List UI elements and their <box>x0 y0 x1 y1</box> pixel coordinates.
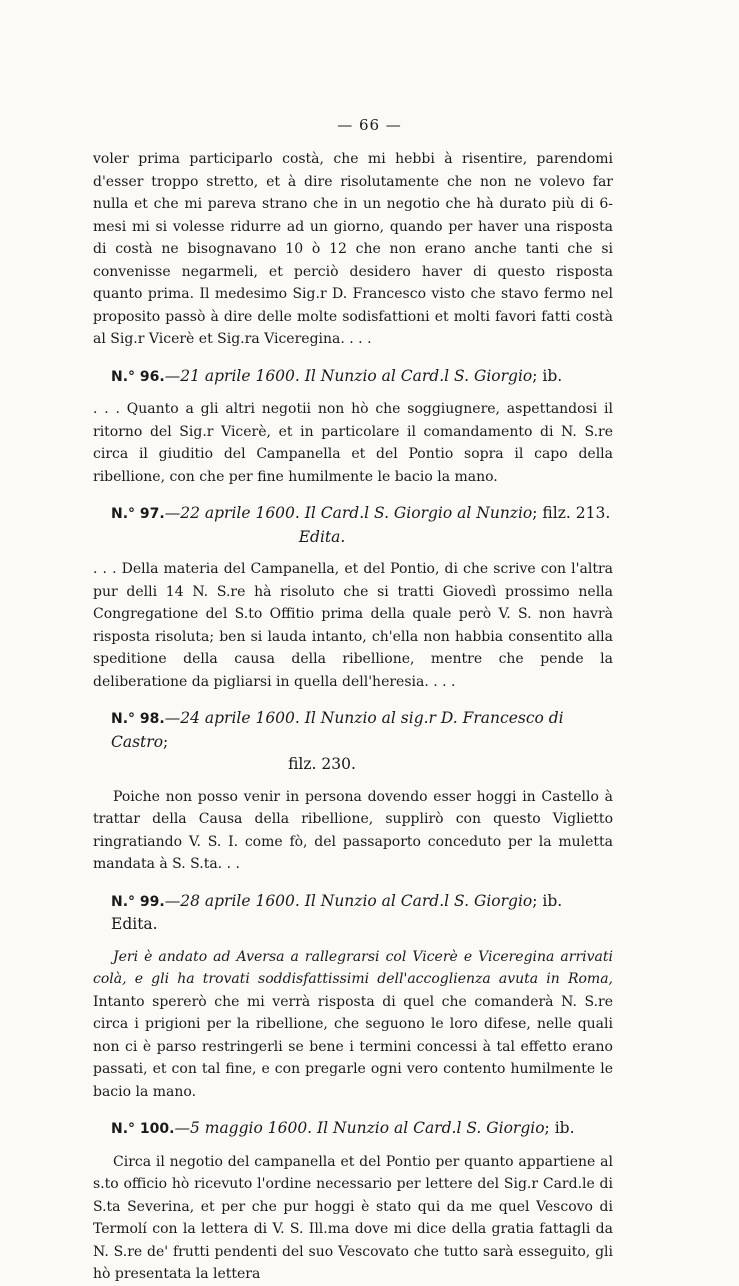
letter-title: —5 maggio 1600. Il Nunzio al Card.l S. Giorgio <box>174 1119 545 1137</box>
letter-text-continuation: Intanto spererò che mi verrà risposta di quel che comanderà N. S.re circa i prigioni per la ribellione, che seguono le loro difese, nelle quali non ci è parso restringerli se bene i termini concessi à tal effetto erano passati, et con tal fine, e con pregarle ogni vero contento humilmente le bacio la mano. <box>93 993 613 1100</box>
letter-title: —28 aprile 1600. Il Nunzio al Card.l S. Giorgio <box>164 891 533 910</box>
letter-title: —22 aprile 1600. Il Card.l S. Giorgio al Nunzio <box>164 504 533 522</box>
letter-text-100: Circa il negotio del campanella et del Pontio per quanto appartiene al s.to officio hò ricevuto l'ordine necessario per lettere del Sig.r Card.le di S.ta Severina, et per che pur hoggi è stato qui da me quel Vescovo di Termolí con la lettera di V. S. Ill.ma dove mi dice della gratia fattagli da N. S.re de' frutti pendenti del suo Vescovato che tutto sarà esseguito, gli hò presentata la lettera <box>93 1153 613 1282</box>
letter-heading-97 <box>93 502 613 548</box>
letter-source: ; ib. <box>532 366 563 385</box>
letter-number: N.° 97. <box>111 506 165 522</box>
letter-text-97: . . . Della materia del Campanella, et del Pontio, di che scrive con l'altra pur delli 14 N. S.re hà risoluto che si tratti Giovedì prossimo nella Congregatione del S.to Offitio prima della quale però V. S. non havrà risposta risoluta; ben si lauda intanto, ch'ella non habbia consentito alla speditione della causa della ribellione, mentre che pende la deliberatione da pigliarsi in quella dell'heresia. . . . <box>93 561 613 690</box>
letter-source: ; ib. Edita. <box>111 891 563 933</box>
letter-source: ; ib. <box>544 1119 575 1137</box>
letter-heading-100 <box>93 1117 613 1141</box>
italic-summary: Jeri è andato ad Aversa a rallegrarsi col Vicerè e Viceregina arrivati colà, e gli ha trovati soddisfattissimi dell'accoglienza avuta in Roma, <box>93 948 613 987</box>
letter-heading-98 <box>93 707 613 776</box>
letter-text-98: Poiche non posso venir in persona dovendo esser hoggi in Castello à trattar della Causa della ribellione, supplirò con questo Viglietto ringratiando V. S. I. come fò, del passaporto conceduto per la muletta mandata à S. S.ta. . . <box>93 788 613 872</box>
letter-heading-96 <box>93 365 613 389</box>
letter-text-99 <box>93 946 613 1104</box>
letter-number: N.° 96. <box>111 368 165 385</box>
letter-source: ; <box>163 732 169 751</box>
letter-number: N.° 99. <box>111 893 165 910</box>
letter-source-line: filz. 230. <box>288 755 356 773</box>
letter-title: —24 aprile 1600. Il Nunzio al sig.r D. Francesco di Castro <box>111 709 564 751</box>
letter-text-96: . . . Quanto a gli altri negotii non hò che soggiugnere, aspettandosi il ritorno del Sig.r Vicerè, et in particolare il comandamento di N. S.re circa il giuditio del Campanella et del Pontio sopra il capo della ribellione, con che per fine humilmente le bacio la mano. <box>93 401 613 485</box>
letter-number: N.° 98. <box>111 711 165 727</box>
page-number: — 66 — <box>337 116 402 134</box>
document-body <box>93 148 613 1286</box>
letter-number: N.° 100. <box>111 1121 175 1137</box>
paragraph-continuation: voler prima participarlo costà, che mi hebbi à risentire, parendomi d'esser troppo stretto, et à dire risolutamente che non ne volevo far nulla et che mi pareva strano che in un negotio che hà durato più di 6-mesi mi si volesse ridurre ad un giorno, quando per haver una risposta di costà ne bisognavano 10 ò 12 che non erano anche tanti che si convenisse negarmeli, et perciò desidero haver di questo risposta quanto prima. Il medesimo Sig.r D. Francesco visto che stavo fermo nel proposito passò à dire delle molte sodisfattioni et molti favori fatti costà al Sig.r Vicerè et Sig.ra Viceregina. . . . <box>93 151 613 347</box>
letter-source: ; filz. 213. <box>532 504 611 522</box>
letter-title: —21 aprile 1600. Il Nunzio al Card.l S. Giorgio <box>164 366 533 385</box>
letter-note: Edita. <box>298 527 346 546</box>
letter-heading-99 <box>93 890 613 936</box>
